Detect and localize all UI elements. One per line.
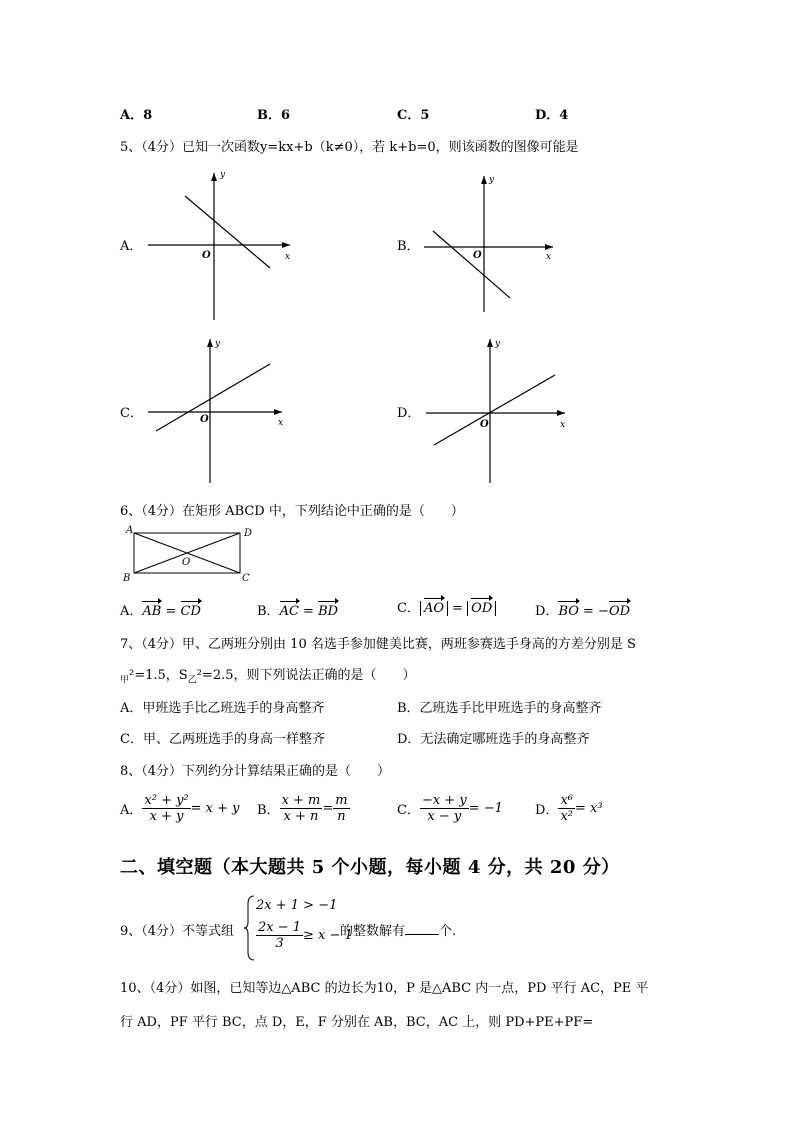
q6-option-a: A．AB = CD: [120, 604, 201, 619]
q5-graph-b: [418, 170, 568, 320]
q4-option-b: B．6: [257, 108, 291, 123]
q5-label-a: A．: [120, 239, 143, 254]
q7-option-d: D．无法确定哪班选手的身高整齐: [397, 732, 590, 747]
q5-label-c: C．: [120, 406, 143, 421]
q8-stem: 8、（4分）下列约分计算结果正确的是（ ）: [120, 764, 391, 779]
q5c-y-label: y: [215, 339, 221, 349]
q5-label-b: B．: [397, 239, 420, 254]
q4-option-c: C．5: [397, 108, 430, 123]
q6-option-b: B．AC = BD: [257, 604, 339, 619]
q5-graph-d: [420, 333, 575, 488]
q10-line1: 10、（4分）如图，已知等边△ABC 的边长为10，P 是△ABC 内一点，PD 平行 AC，PE 平: [120, 981, 649, 996]
q6-rectangle-figure: [118, 523, 263, 585]
q6-option-d: D．BO = −OD: [535, 604, 631, 619]
q9-answer-blank: [405, 922, 439, 935]
q9-brace: [244, 894, 256, 962]
q6-center-o: O: [182, 557, 191, 568]
q5b-y-label: y: [489, 175, 495, 185]
q7-option-c: C．甲、乙两班选手的身高一样整齐: [120, 732, 325, 747]
q6-vertex-c: C: [242, 573, 250, 584]
q6-stem: 6、（4分）在矩形 ABCD 中，下列结论中正确的是（ ）: [120, 504, 464, 519]
q7-stem-line2: $_甲$²=1.5，$S_乙^2=2.5$，则下列说法正确的是（ ）: [120, 668, 416, 686]
q9-suffix: 的整数解有 个.: [340, 924, 457, 939]
q5d-y-label: y: [495, 339, 501, 349]
q8-option-a: A． $\frac{\text{x² + y²}}{x + y}$ = x + y: [120, 793, 240, 824]
q5c-origin-label: O: [200, 414, 209, 425]
q9-prefix: 9、（4分）不等式组: [120, 924, 235, 939]
q6-option-c: C． AO = OD: [397, 597, 496, 616]
q4-option-a: A．8: [120, 108, 153, 123]
q9-inequality-2: $\frac{2x - 1}{3}$ ≥ x − 1: [258, 920, 353, 951]
q5d-x-label: x: [560, 420, 566, 430]
q6-vertex-b: B: [123, 573, 131, 584]
q5-label-d: D．: [397, 406, 421, 421]
q7-option-b: B．乙班选手比甲班选手的身高整齐: [397, 701, 602, 716]
q5a-origin-label: O: [202, 250, 211, 261]
q5c-x-label: x: [278, 418, 284, 428]
q7-stem-line1: 7、（4分）甲、乙两班分别由 10 名选手参加健美比赛，两班参赛选手身高的方差分别是 S: [120, 637, 636, 652]
q5a-x-label: x: [285, 252, 291, 262]
q5-graph-a: [140, 165, 300, 325]
q6-vertex-a: A: [126, 525, 134, 536]
q5-stem: 5、（4分）已知一次函数y=kx+b（k≠0），若 k+b=0，则该函数的图像可能是: [120, 140, 579, 155]
q8-option-b: B． $\frac{x + m}{x + n}$ = $\frac{m}{n}$: [257, 793, 348, 824]
q8-option-d: D． $\frac{\text{x⁶}}{\text{x²}}$ = x³: [535, 793, 603, 824]
q5b-x-label: x: [546, 252, 552, 262]
q5a-y-label: y: [220, 170, 226, 180]
q7-option-a: A．甲班选手比乙班选手的身高整齐: [120, 701, 325, 716]
q5-graph-c: [142, 333, 292, 488]
q10-line2: 行 AD，PF 平行 BC，点 D，E，F 分别在 AB，BC，AC 上，则 PD+PE+PF=: [120, 1015, 594, 1030]
q5d-origin-label: O: [480, 419, 489, 430]
q6-vertex-d: D: [244, 528, 253, 539]
q8-option-c: C． $\frac{-x + y}{x - y}$ = −1: [397, 793, 503, 824]
q4-option-d: D．4: [535, 108, 569, 123]
q5b-origin-label: O: [473, 250, 482, 261]
q9-inequality-1: 2x + 1 > −1: [256, 898, 338, 913]
section-2-heading: 二、填空题（本大题共 5 个小题，每小题 4 分，共 20 分）: [120, 857, 620, 878]
